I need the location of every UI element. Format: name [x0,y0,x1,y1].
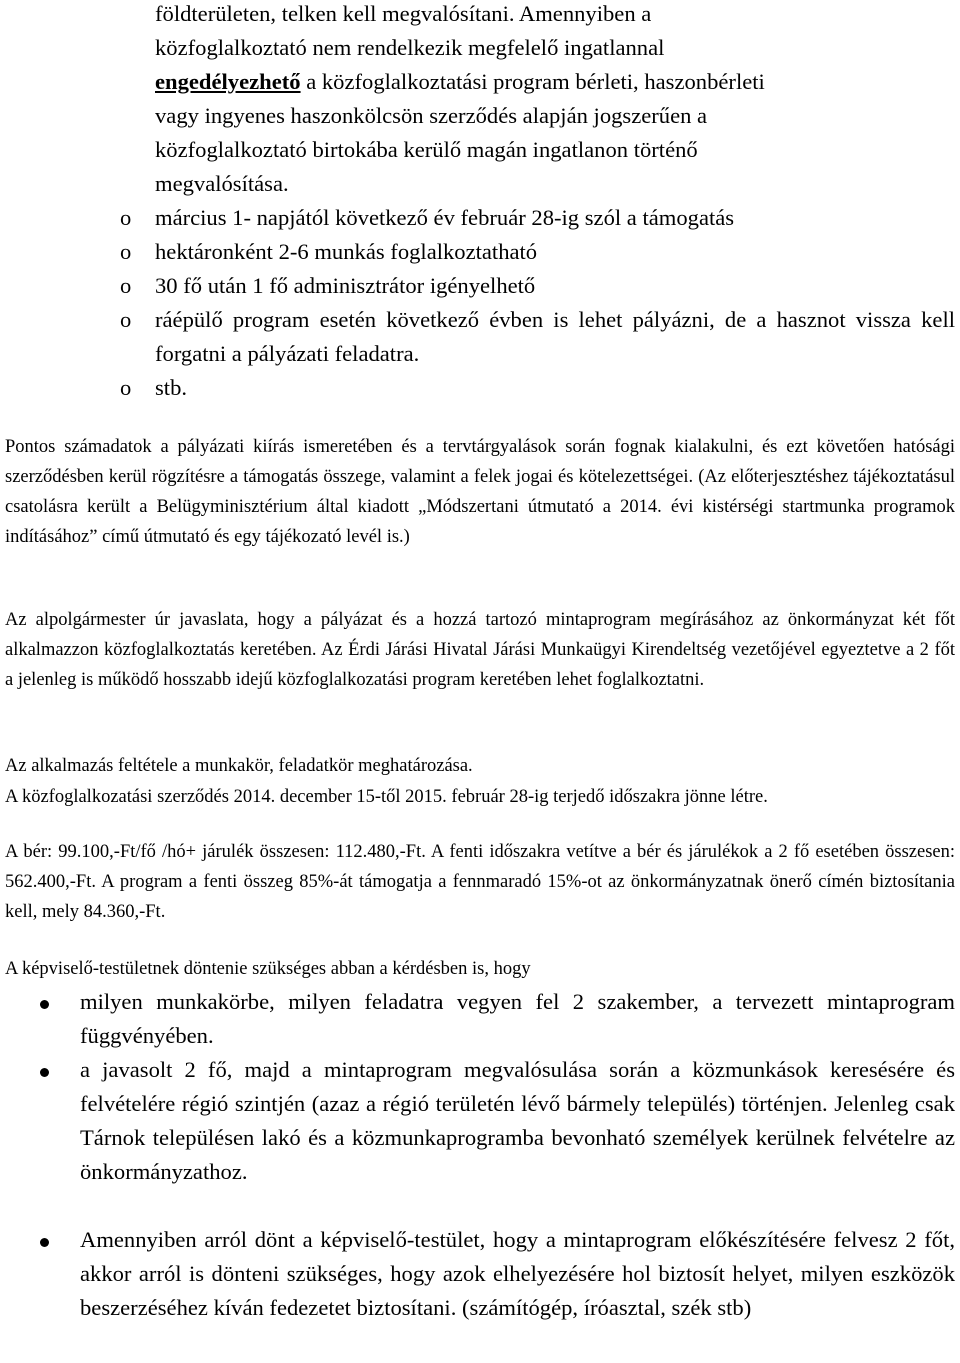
intro-line-5: közfoglalkoztató birtokába kerülő magán ingatlanon történő [155,137,698,162]
paragraph-alpolgarmester-javaslata: Az alpolgármester úr javaslata, hogy a pályázat és a hozzá tartozó mintaprogram megírásához az önkormányzat két főt alkalmazzon közfoglalkoztatás keretében. Az Érdi Járási Hivatal Járási Munkaügyi Kirendeltség vezetőjével egyeztetve a 2 főt a jelenleg is működő hosszabb idejű közfoglalkozatási program keretében lehet foglalkoztatni. [5,610,955,690]
paragraph-pontos-szamadatok: Pontos számadatok a pályázati kiírás ismeretében és a tervtárgyalások során fognak kialakulni, és ezt követően hatósági szerződésben kerül rögzítésre a támogatás összege, valamint a felek jogai és kötelezettségei. (Az előterjesztéshez tájékoztatásul csatolásra került a Belügyminisztérium által kiadott „Módszertani útmutató a 2014. évi kistérségi startmunka programok indításához” című útmutató és egy tájékozató levél is.) [5,437,955,547]
intro-line-4: vagy ingyenes haszonkölcsön szerződés alapján jogszerűen a [155,103,708,128]
sublist-marker-1: o [120,205,132,230]
bullet-item-javasolt-2-fo: a javasolt 2 fő, majd a mintaprogram megvalósulása során a közmunkások keresésére és felvételére régió szintjén (azaz a régió területén lévő bármely település) történjen. Jelenleg csak Tárnok településen lakó és a közmunkaprogramba bevonható személyek kerülnek felvételre az önkormányzathoz. [80,1057,955,1184]
paragraph-ber-reszletek: A bér: 99.100,-Ft/fő /hó+ járulék összesen: 112.480,-Ft. A fenti időszakra vetítve a bér és járulékok a 2 fő esetében összesen: 562.400,-Ft. A program a fenti összeg 85%-át támogatja a fennmaradó 15%-ot az önkormányzatnak önerő címén biztosítania kell, mely 84.360,-Ft. [5,842,955,922]
intro-line-2: közfoglalkoztató nem rendelkezik megfelelő ingatlannal [155,35,665,60]
bullet-dot-1 [40,1000,49,1009]
paragraph-dontes-szukseges: A képviselő-testületnek döntenie szükséges abban a kérdésben is, hogy [5,959,531,979]
underlined-word: engedélyezhető [155,69,301,94]
sublist-item-3: 30 fő után 1 fő adminisztrátor igényelhető [155,273,536,298]
intro-line-6: megvalósítása. [155,171,289,196]
bullet-item-munkakor: milyen munkakörbe, milyen feladatra vegyen fel 2 szakember, a tervezett mintaprogram függvényében. [80,989,955,1048]
intro-line-3-rest: a közfoglalkoztatási program bérleti, haszonbérleti [300,69,765,94]
intro-line-3 [155,65,955,99]
paragraph-szerzodes-idoszak: A közfoglalkozatási szerződés 2014. december 15-től 2015. február 28-ig terjedő időszakra jönne létre. [5,787,768,807]
sublist-item-2: hektáronként 2-6 munkás foglalkoztatható [155,239,538,264]
sublist-item-1: március 1- napjától következő év február 28-ig szól a támogatás [155,205,735,230]
bullet-item-elhelyezes: Amennyiben arról dönt a képviselő-testület, hogy a mintaprogram előkészítésére felvesz 2 főt, akkor arról is dönteni szükséges, hogy azok elhelyezésére hol biztosít helyet, milyen eszközök beszerzéséhez kíván fedezetet biztosítani. (számítógép, íróasztal, szék stb) [80,1227,955,1320]
sublist-item-5: stb. [155,375,188,400]
sublist-marker-2: o [120,239,132,264]
sublist-item-4: ráépülő program esetén következő évben is lehet pályázni, de a hasznot vissza kell forgatni a pályázati feladatra. [155,307,955,366]
paragraph-alkalmazas-feltetele: Az alkalmazás feltétele a munkakör, feladatkör meghatározása. [5,756,473,776]
sublist-marker-3: o [120,273,132,298]
intro-line-1: földterületen, telken kell megvalósítani. Amennyiben a [155,1,652,26]
bullet-dot-2 [40,1068,49,1077]
sublist-marker-5: o [120,375,132,400]
bullet-dot-3 [40,1238,49,1247]
sublist-marker-4: o [120,307,132,332]
